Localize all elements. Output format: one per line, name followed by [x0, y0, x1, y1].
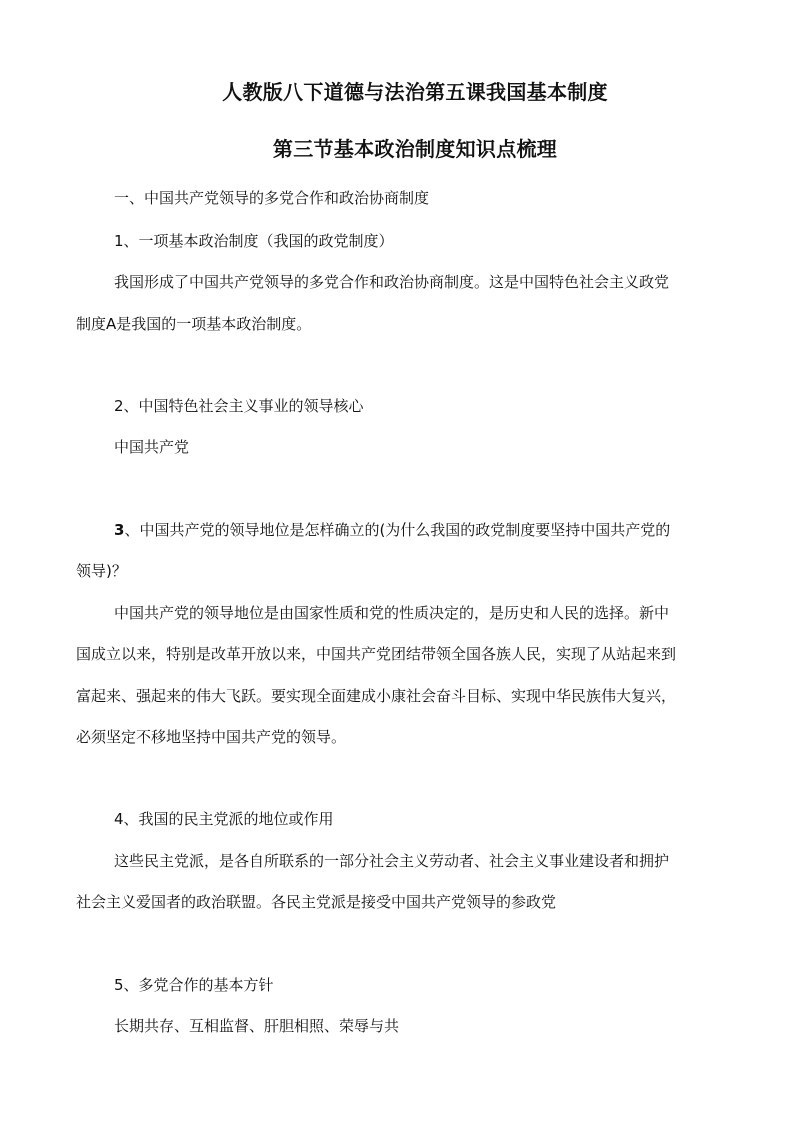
item-5-heading: 5、多党合作的基本方针 [114, 976, 274, 994]
item-2-heading: 2、中国特色社会主义事业的领导核心 [114, 397, 364, 415]
item-5-text-line-1: 长期共存、互相监督、肝胆相照、荣辱与共 [114, 1017, 400, 1035]
item-3-number: 3 [114, 521, 125, 539]
item-4-heading: 4、我国的民主党派的地位或作用 [114, 810, 334, 828]
item-3-heading-text: 、中国共产党的领导地位是怎样确立的(为什么我国的政党制度要坚持中国共产党的 [124, 521, 671, 539]
document-title: 人教版八下道德与法治第五课我国基本制度 [222, 80, 608, 104]
item-1-text-line-2: 制度A是我国的一项基本政治制度。 [76, 315, 312, 333]
item-3-text-line-1: 中国共产党的领导地位是由国家性质和党的性质决定的，是历史和人民的选择。新中 [114, 604, 670, 622]
item-3-text-line-2: 国成立以来，特别是改革开放以来，中国共产党团结带领全国各族人民，实现了从站起来到 [76, 645, 677, 663]
item-1-text-line-1: 我国形成了中国共产党领导的多党合作和政治协商制度。这是中国特色社会主义政党 [114, 273, 670, 291]
item-3-heading-continued: 领导)？ [76, 562, 127, 580]
item-3-text-line-4: 必须坚定不移地坚持中国共产党的领导。 [76, 728, 347, 746]
item-3-heading [114, 520, 670, 540]
item-2-text-line-1: 中国共产党 [114, 438, 190, 456]
section-heading: 一、中国共产党领导的多党合作和政治协商制度 [114, 189, 430, 207]
document-subtitle: 第三节基本政治制度知识点梳理 [272, 137, 558, 161]
item-4-text-line-2: 社会主义爱国者的政治联盟。各民主党派是接受中国共产党领导的参政党 [76, 893, 557, 911]
item-3-text-line-3: 富起来、强起来的伟大飞跃。要实现全面建成小康社会奋斗目标、实现中华民族伟大复兴， [76, 687, 677, 705]
item-1-heading: 1、一项基本政治制度（我国的政党制度） [114, 232, 394, 250]
item-4-text-line-1: 这些民主党派，是各自所联系的一部分社会主义劳动者、社会主义事业建设者和拥护 [114, 852, 670, 870]
